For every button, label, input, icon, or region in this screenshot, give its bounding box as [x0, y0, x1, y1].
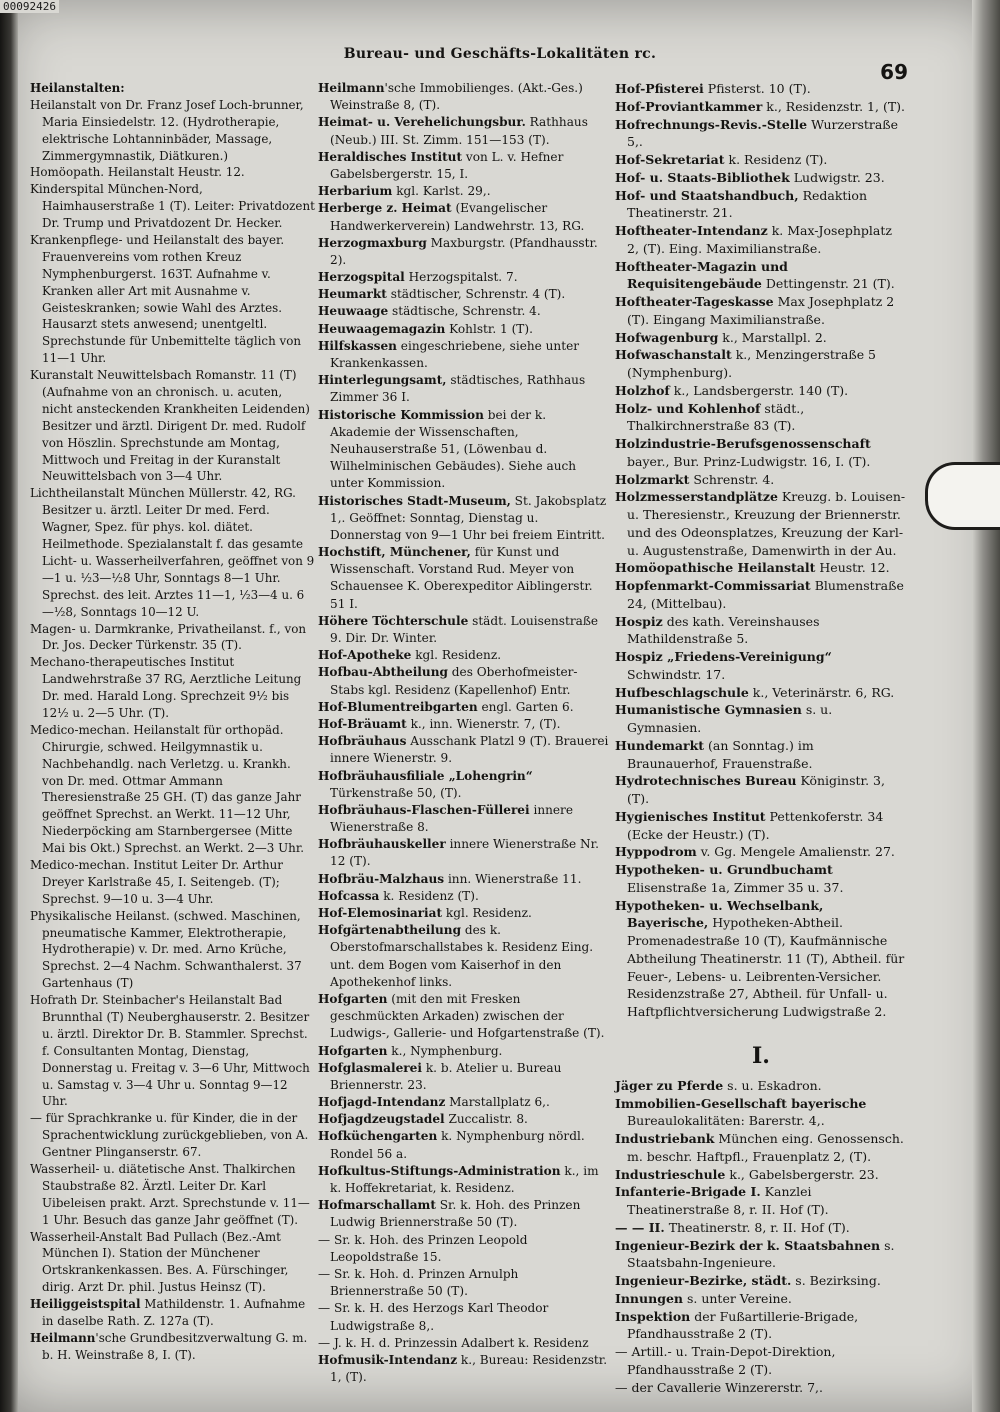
entry-text: k., Marstallpl. 2. [718, 329, 827, 345]
directory-entry [318, 80, 610, 114]
entry-headword: Heraldisches Institut [318, 149, 463, 164]
directory-entry [615, 1166, 907, 1184]
entry-text: k., Landsbergerstr. 140 (T). [669, 382, 849, 398]
entry-headword: Hoftheater-Tageskasse [615, 294, 774, 309]
entry-headword: Hofjagd-Intendanz [318, 1095, 446, 1110]
directory-entry [615, 169, 907, 187]
directory-entry [615, 1095, 907, 1131]
entry-text: — Sr. k. H. des Herzogs Karl Theodor Ludwigstraße 8,. [318, 1301, 549, 1333]
entry-text: Sr. k. Hoh. des Prinzen Ludwig Briennerstraße 50 (T). [330, 1198, 581, 1230]
entry-headword: Hospiz „Friedens-Vereinigung“ [615, 649, 832, 664]
entry-headword: Hof-Pfisterei [615, 81, 704, 96]
running-header: Bureau- und Geschäfts-Lokalitäten rc. [343, 46, 657, 62]
directory-entry [615, 382, 907, 400]
directory-entry [318, 716, 610, 733]
entry-headword: Innungen [615, 1290, 683, 1306]
directory-entry [615, 258, 907, 294]
directory-entry [318, 1060, 610, 1094]
entry-headword: Hofjagdzeugstadel [318, 1112, 445, 1127]
directory-entry [318, 183, 610, 200]
directory-entry [615, 1272, 907, 1290]
entry-text: Türkenstraße 50, (T). [330, 785, 462, 800]
directory-entry [615, 435, 907, 471]
entry-headword: Hofmarschallamt [318, 1198, 436, 1213]
entry-text: Pfisterst. 10 (T). [703, 81, 811, 96]
entry-text: des kath. Vereinshauses Mathildenstraße 5. [627, 613, 820, 647]
entry-text: 'sche Immobilienges. (Akt.-Ges.) Weinstraße 8, (T). [330, 81, 583, 113]
entry-headword: Heumarkt [318, 287, 387, 302]
directory-entry [318, 905, 610, 922]
entry-headword: Hoftheater-Intendanz [615, 223, 768, 238]
entry-text: Kinderspital München-Nord, Haimhauserstraße 1 (T). Leiter: Privatdozent Dr. Trump und Privatdozent Dr. Hecker. [30, 182, 315, 231]
entry-headword: Heimat- u. Verehelichungsbur. [318, 115, 526, 130]
entry-text: Rathhaus (Neub.) III. St. Zimm. 151—153 (T). [330, 115, 588, 147]
entry-text: k., Residenzstr. 1, (T). [762, 98, 906, 114]
directory-entry [615, 329, 907, 347]
directory-entry [30, 654, 315, 722]
entry-text: k., Bureau: Residenzstr. 1, (T). [330, 1352, 608, 1385]
entry-headword: Homöopathische Heilanstalt [615, 560, 816, 576]
entry-headword: Hofbräuhaus [318, 734, 407, 749]
directory-entry [615, 1308, 907, 1344]
directory-entry [318, 664, 610, 698]
directory-entry [30, 367, 315, 485]
entry-text: v. Gg. Mengele Amalienstr. 27. [696, 844, 895, 860]
directory-entry [318, 1266, 610, 1300]
directory-entry [318, 114, 610, 148]
directory-entry [615, 1183, 907, 1219]
entry-headword: Hydrotechnisches Bureau [615, 773, 797, 789]
entry-text: Mechano-therapeutisches Institut Landwehrstraße 37 RG, Aerztliche Leitung Dr. med. Harald Long. Sprechzeit 9½ bis 12½ u. 2—5 Uhr. (T). [30, 655, 302, 720]
entry-headword: Hospiz [615, 613, 663, 629]
entry-headword: Hof-Proviantkammer [615, 98, 763, 114]
entry-text: engl. Garten 6. [477, 699, 574, 714]
directory-entry [318, 269, 610, 286]
entry-text: s. u. Eskadron. [723, 1077, 822, 1093]
entry-headword: Hof-Apotheke [318, 648, 412, 663]
directory-entry [318, 235, 610, 269]
entry-headword: Hofküchengarten [318, 1129, 438, 1144]
entry-headword: Holzindustrie-Berufsgenossenschaft [615, 436, 871, 451]
directory-entry [30, 857, 315, 908]
directory-entry [615, 400, 907, 436]
entry-text: Hypotheken-Abtheil. Promenadestraße 10 (T), Kaufmännische Abtheilung Theatinerstr. 11 (T), Abtheil. für Feuer-, Lebens- u. Leibrenten-Versicher. Residenzstraße 27, Abtheil. für Unfall- u. Haftpflichtversicherung Ludwigstraße 2. [627, 915, 905, 1019]
entry-text: Schwindstr. 17. [627, 666, 726, 682]
entry-text: Schrenstr. 4. [689, 471, 775, 487]
scan-id: 00092426 [0, 0, 59, 13]
entry-headword: Hof- u. Staats-Bibliothek [615, 169, 790, 185]
directory-entry [318, 1111, 610, 1128]
entry-headword: Heuwaage [318, 304, 389, 319]
directory-entry [318, 733, 610, 767]
directory-entry [615, 897, 907, 1021]
entry-headword: Hofbräuhausfiliale „Lohengrin“ [318, 768, 533, 783]
entry-text: s. Staatsbahn-Ingenieure. [627, 1237, 895, 1271]
entry-headword: Humanistische Gymnasien [615, 702, 802, 718]
entry-text: (an Sonntag.) im Braunauerhof, Frauenstraße. [627, 737, 814, 771]
entry-text: Wurzerstraße 5,. [627, 116, 899, 150]
entry-headword: Industriebank [615, 1131, 715, 1146]
directory-entry [615, 559, 907, 577]
directory-entry [615, 861, 907, 897]
entry-text: Blumenstraße 24, (Mittelbau). [627, 578, 904, 611]
directory-entry [318, 200, 610, 234]
entry-text: Mathildenstr. 1. Aufnahme in daselbe Rath. Z. 127a (T). [42, 1297, 306, 1329]
directory-entry [615, 471, 907, 489]
entry-headword: Hofglasmalerei [318, 1060, 422, 1075]
entry-headword: Historisches Stadt-Museum, [318, 493, 511, 508]
entry-text: kgl. Karlst. 29,. [392, 184, 491, 199]
entry-headword: Hof- und Staatshandbuch, [615, 187, 799, 203]
entry-text: s. Bezirksing. [791, 1273, 881, 1288]
entry-text: der Fußartillerie-Brigade, Pfandhausstraße 2 (T). [627, 1308, 859, 1342]
entry-text: k. Nymphenburg nördl. Rondel 56 a. [330, 1129, 585, 1161]
entry-headword: Jäger zu Pferde [615, 1077, 724, 1093]
directory-entry [318, 1043, 610, 1060]
entry-text: (mit den mit Fresken geschmückten Arkaden) zwischen der Ludwigs-, Gallerie- und Hofgartenstraße (T). [330, 991, 605, 1041]
entry-headword: Holzmarkt [615, 471, 690, 487]
entry-headword: Hofcassa [318, 888, 380, 903]
directory-entry [615, 1290, 907, 1308]
entry-text: städt., Thalkirchnerstraße 83 (T). [627, 400, 805, 434]
entry-text: Kohlstr. 1 (T). [445, 321, 533, 336]
directory-entry [318, 149, 610, 183]
column-middle [318, 80, 610, 1386]
entry-headword: Industrieschule [615, 1166, 726, 1182]
entry-headword: Heilmann [30, 1330, 96, 1345]
entry-text: k., Gabelsbergerstr. 23. [725, 1166, 879, 1182]
directory-entry [318, 768, 610, 802]
directory-entry [318, 286, 610, 303]
entry-text: für Kunst und Wissenschaft. Vorstand Rud. Meyer von Schauensee K. Oberexpeditor Aiblingerstr. 51 I. [330, 545, 593, 611]
directory-entry [318, 888, 610, 905]
directory-entry [318, 991, 610, 1043]
entry-headword: Ingenieur-Bezirke, städt. [615, 1273, 792, 1288]
directory-entry [615, 613, 907, 649]
directory-entry [318, 922, 610, 991]
directory-entry [30, 1296, 315, 1330]
entry-headword: Heilmann [318, 81, 385, 95]
thumb-tab-clip [925, 462, 1000, 530]
entry-text: k. Residenz (T). [379, 888, 479, 903]
entry-headword: Herbarium [318, 184, 393, 199]
directory-entry [30, 992, 315, 1110]
entry-headword: Hofgarten [318, 1043, 388, 1058]
entry-text: Ausschank Platzl 9 (T). Brauerei innere Wienerstr. 9. [330, 734, 609, 766]
directory-entry [615, 1343, 907, 1379]
entry-text: Theatinerstr. 8, r. II. Hof (T). [664, 1219, 850, 1235]
directory-entry [615, 80, 907, 98]
entry-text: Marstallplatz 6,. [445, 1095, 550, 1110]
entry-headword: Hof-Bräuamt [318, 716, 407, 731]
entry-headword: Hypotheken- u. Wechselbank, Bayerische, [615, 897, 824, 931]
entry-text: Physikalische Heilanst. (schwed. Maschinen, pneumatische Kammer, Elektrotherapie, Hydrotherapie) v. Dr. med. Arno Krüche, Sprechst. 2—4 Nachm. Schwanthalerst. 37 Gartenhaus (T) [30, 908, 302, 991]
directory-entry [318, 321, 610, 338]
entry-text: Dettingenstr. 21 (T). [761, 276, 895, 292]
entry-text: eingeschriebene, siehe unter Krankenkassen. [330, 338, 580, 370]
column-right [615, 80, 907, 1396]
entry-text: innere Wienerstraße 8. [330, 802, 573, 835]
entry-text: St. Jakobsplatz 1,. Geöffnet: Sonntag, Dienstag u. Donnerstag von 9—1 Uhr bei freiem Eintritt. [330, 493, 607, 542]
entry-text: Wasserheil-Anstalt Bad Pullach (Bez.-Amt München I). Station der Münchener Ortskrankenkassen. Bes. A. Fürschinger, dirig. Arzt Dr. phil. Justus Heinsz (T). [30, 1229, 289, 1295]
directory-entry [615, 1219, 907, 1237]
entry-headword: Hofwagenburg [615, 329, 719, 345]
directory-entry [615, 1077, 907, 1095]
entry-text: — der Cavallerie Winzererstr. 7,. [615, 1379, 823, 1395]
page-edge [972, 0, 1000, 1412]
entry-text: k., Veterinärstr. 6, RG. [748, 684, 895, 700]
directory-entry [30, 485, 315, 620]
directory-entry [318, 493, 610, 545]
entry-text: Wasserheil- u. diätetische Anst. Thalkirchen Staubstraße 82. Ärztl. Leiter Dr. Karl Uibeleisen prakt. Arzt. Sprechstunde v. 11—1 Uhr. Besuch das ganze Jahr geöffnet (T). [30, 1162, 310, 1227]
directory-entry [615, 808, 907, 844]
directory-entry [30, 1110, 315, 1161]
directory-entry [30, 908, 315, 992]
entry-headword: Hundemarkt [615, 737, 705, 753]
entry-text: Homöopath. Heilanstalt Heustr. 12. [30, 165, 245, 180]
directory-entry [615, 98, 907, 116]
directory-entry [30, 722, 315, 857]
directory-entry [615, 116, 907, 152]
entry-text: Königinstr. 3, (T). [627, 773, 885, 806]
entry-text: Zuccalistr. 8. [444, 1112, 528, 1127]
directory-entry [615, 701, 907, 737]
directory-entry [615, 222, 907, 258]
entry-text: Bureaulokalitäten: Barerstr. 4,. [627, 1113, 825, 1129]
entry-text: inn. Wienerstraße 11. [444, 871, 582, 886]
entry-text: — Sr. k. Hoh. des Prinzen Leopold Leopoldstraße 15. [318, 1232, 528, 1264]
entry-text: Redaktion Theatinerstr. 21. [627, 187, 868, 221]
entry-text: k., inn. Wienerstr. 7, (T). [406, 716, 561, 731]
entry-text: städtisches, Rathhaus Zimmer 36 I. [330, 373, 586, 405]
entry-text: — für Sprachkranke u. für Kinder, die in der Sprachentwicklung zurückgeblieben, von A. Gentner Plinganserstr. 67. [30, 1111, 309, 1160]
book-gutter [0, 0, 18, 1412]
directory-entry [30, 181, 315, 232]
entry-headword: Hofbau-Abtheilung [318, 665, 448, 680]
directory-entry [615, 187, 907, 223]
entry-text: k., Menzingerstraße 5 (Nymphenburg). [627, 347, 877, 380]
entry-headword: Historische Kommission [318, 407, 484, 422]
entry-headword: Hinterlegungsamt, [318, 373, 447, 388]
entry-text: — J. k. H. d. Prinzessin Adalbert k. Residenz [318, 1335, 589, 1350]
entry-headword: Inspektion [615, 1308, 691, 1324]
directory-entry [318, 1335, 610, 1352]
directory-entry [318, 407, 610, 493]
entry-text: Max Josephplatz 2 (T). Eingang Maximilianstraße. [627, 294, 895, 327]
entry-text: (Evangelischer Handwerkerverein) Landwehrstr. 13, RG. [330, 201, 585, 233]
entry-text: s. unter Vereine. [682, 1290, 792, 1306]
entry-text: kgl. Residenz. [411, 648, 502, 663]
directory-entry [318, 613, 610, 647]
entry-text: bei der k. Akademie der Wissenschaften, Neuhauserstraße 51, (Löwenbau d. Wilhelminischen Gebäudes). Siehe auch unter Kommission. [330, 407, 577, 491]
category-heading: Heilanstalten: [30, 81, 125, 95]
entry-headword: Infanterie-Brigade I. [615, 1184, 761, 1200]
entry-headword: Hilfskassen [318, 338, 397, 353]
entry-text: k. b. Atelier u. Bureau Briennerstr. 23. [330, 1060, 562, 1092]
directory-entry [30, 232, 315, 367]
entry-text: Krankenpflege- und Heilanstalt des bayer. Frauenvereins vom rothen Kreuz Nymphenburgerst. 163T. Aufnahme v. Kranken aller Art mit Ausnahme v. Geisteskranken; sowie Wahl des Arztes. Hausarzt stets anwesend; unentgeltl. Sprechstunde für Unbemittelte täglich von 11—1 Uhr. [30, 233, 302, 366]
directory-entry [318, 647, 610, 664]
entry-headword: Hofrechnungs-Revis.-Stelle [615, 116, 808, 132]
entry-text: innere Wienerstraße Nr. 12 (T). [330, 837, 599, 869]
entry-text: München eing. Genossensch. m. beschr. Haftpfl., Frauenplatz 2, (T). [627, 1131, 904, 1164]
entry-text: städt. Louisenstraße 9. Dir. Dr. Winter. [330, 613, 599, 645]
entry-headword: Hypotheken- u. Grundbuchamt [615, 862, 833, 877]
entry-text: 'sche Grundbesitzverwaltung G. m. b. H. Weinstraße 8, I. (T). [42, 1330, 308, 1362]
entry-text: k., Nymphenburg. [387, 1043, 503, 1058]
directory-entry [615, 1237, 907, 1273]
entry-text: k. Residenz (T). [724, 152, 828, 167]
directory-entry [30, 1229, 315, 1297]
entry-headword: Immobilien-Gesellschaft bayerische [615, 1095, 867, 1111]
entry-headword: Herzogmaxburg [318, 235, 427, 250]
entry-text: — Artill.- u. Train-Depot-Direktion, Pfandhausstraße 2 (T). [615, 1344, 836, 1377]
entry-headword: Holzmesserstandplätze [615, 489, 778, 505]
entry-headword: Herberge z. Heimat [318, 201, 452, 216]
entry-text: Maxburgstr. (Pfandhausstr. 2). [330, 235, 598, 267]
entry-text: Ludwigstr. 23. [789, 169, 885, 185]
directory-entry [615, 737, 907, 773]
entry-text: städtischer, Schrenstr. 4 (T). [386, 287, 566, 302]
entry-headword: Hof-Elemosinariat [318, 906, 443, 920]
entry-headword: Hufbeschlagschule [615, 684, 749, 700]
entry-headword: Hof-Blumentreibgarten [318, 699, 478, 714]
entry-text: Medico-mechan. Institut Leiter Dr. Arthur Dreyer Karlstraße 45, I. Seitengeb. (T); Sprechst. 9—10 u. 3—4 Uhr. [30, 857, 283, 906]
page-number: 69 [880, 60, 908, 84]
directory-entry [615, 1379, 907, 1397]
directory-entry [318, 1094, 610, 1111]
entry-headword: Hofwaschanstalt [615, 347, 732, 363]
entry-headword: Hofkultus-Stiftungs-Administration [318, 1163, 561, 1178]
entry-headword: Ingenieur-Bezirk der k. Staatsbahnen [615, 1237, 881, 1253]
directory-entry [318, 871, 610, 888]
directory-entry [318, 1163, 610, 1197]
directory-entry [30, 621, 315, 655]
entry-text: Hofrath Dr. Steinbacher's Heilanstalt Bad Brunnthal (T) Neuberghauserstr. 2. Besitzer u. ärztl. Direktor Dr. B. Stammler. Sprechst. f. Consultanten Montag, Dienstag, Donnerstag u. Freitag v. 3—6 Uhr, Mittwoch u. Samstag v. 3—4 Uhr u. Sonntag 9—12 Uhr. [30, 993, 310, 1109]
directory-entry [615, 151, 907, 169]
entry-text: des k. Oberstofmarschallstabes k. Residenz Eing. unt. dem Bogen vom Kaiserhof in den Apothekenhof links. [330, 923, 594, 989]
entry-text: von L. v. Hefner Gabelsbergerstr. 15, I. [330, 149, 564, 181]
entry-text: Heilanstalt von Dr. Franz Josef Loch-brunner, Maria Einsiedelstr. 12. (Hydrotherapie, elektrische Lohtanninbäder, Massage, Zimmergymnastik, Diätkuren.) [30, 97, 304, 163]
entry-text: Magen- u. Darmkranke, Privatheilanst. f., von Dr. Jos. Decker Türkenstr. 35 (T). [30, 621, 307, 653]
directory-entry [615, 648, 907, 684]
column-left [30, 80, 315, 1364]
entry-text: Herzogspitalst. 7. [404, 270, 518, 285]
entry-headword: Hoftheater-Magazin und Requisitengebäude [615, 258, 788, 292]
entry-text: des Oberhofmeister-Stabs kgl. Residenz (Kapellenhof) Entr. [330, 665, 578, 697]
directory-entry [615, 346, 907, 382]
directory-entry [318, 802, 610, 836]
entry-headword: Hofgärtenabtheilung [318, 923, 462, 938]
entry-headword: Hofbräuhaus-Flaschen-Füllerei [318, 802, 530, 817]
entry-headword: Heuwaagemagazin [318, 321, 446, 336]
directory-entry [318, 1352, 610, 1386]
directory-entry [318, 1300, 610, 1334]
directory-entry [30, 1330, 315, 1364]
directory-entry [318, 544, 610, 613]
entry-headword: Hyppodrom [615, 844, 697, 860]
directory-entry [615, 772, 907, 808]
entry-headword: Höhere Töchterschule [318, 613, 469, 628]
entry-headword: Heiliggeistspital [30, 1297, 141, 1312]
entry-text: Kuranstalt Neuwittelsbach Romanstr. 11 (T) (Aufnahme von an chronisch. u. acuten, nicht ansteckenden Krankheiten Leidenden) Besitzer und ärztl. Dirigent Dr. med. Rudolf von Höszlin. Sprechstunde am Montag, Mittwoch und Freitag in der Kuranstalt Neuwittelsbach von 3—4 Uhr. [30, 368, 310, 484]
directory-entry [318, 1128, 610, 1162]
entry-text: bayer., Bur. Prinz-Ludwigstr. 16, I. (T). [627, 453, 871, 469]
entry-text: städtische, Schrenstr. 4. [388, 304, 541, 319]
directory-entry [30, 164, 315, 181]
entry-text: Heustr. 12. [815, 560, 890, 576]
entry-headword: Hof-Sekretariat [615, 152, 725, 167]
entry-headword: Hofbräu-Malzhaus [318, 871, 445, 886]
entry-headword: — — II. [615, 1219, 665, 1235]
entry-headword: Hopfenmarkt-Commissariat [615, 578, 811, 593]
directory-entry [30, 97, 315, 165]
directory-entry [30, 1161, 315, 1229]
entry-headword: Hofmusik-Intendanz [318, 1352, 458, 1367]
directory-entry [318, 338, 610, 372]
entry-headword: Hygienisches Institut [615, 808, 766, 824]
directory-entry [318, 1232, 610, 1266]
entry-text: Lichtheilanstalt München Müllerstr. 42, RG. Besitzer u. ärztl. Leiter Dr med. Ferd. Wagner, Spez. für phys. kol. diätet. Heilmethode. Spezialanstalt f. das gesamte Licht- u. Wasserheilverfahren, geöffnet von 9—1 u. ½3—½8 Uhr, Sonntags 8—1 Uhr. Sprechst. des leit. Arztes 11—1, ½3—4 u. 6—½8, Sonntags 10—12 U. [30, 486, 315, 619]
entry-text: Kreuzg. b. Louisen- u. Theresienstr., Kreuzung der Briennerstr. und des Odeonsplatzes, Kreuzung der Karl- u. Augustenstraße, Damenwirth in der Au. [627, 489, 906, 558]
directory-entry [615, 293, 907, 329]
entry-text: kgl. Residenz. [442, 906, 532, 920]
entry-text: k., im k. Hoffekretariat, k. Residenz. [330, 1163, 599, 1195]
entry-text: s. u. Gymnasien. [627, 702, 833, 735]
directory-entry [318, 836, 610, 870]
directory-entry [615, 1130, 907, 1166]
entry-text: Medico-mechan. Heilanstalt für orthopäd. Chirurgie, schwed. Heilgymnastik u. Nachbehandlg. nach Verletzg. u. Krankh. von Dr. med. Ottmar Ammann Theresienstraße 25 GH. (T) das ganze Jahr geöffnet Sprechst. an Werkt. 11—12 Uhr, Niederpöcking am Starnbergersee (Mitte Mai bis Okt.) Sprechst. an Werkt. 2—3 Uhr. [30, 722, 304, 856]
entry-headword: Hofgarten [318, 991, 388, 1006]
directory-entry [318, 372, 610, 406]
entry-headword: Herzogspital [318, 270, 405, 285]
directory-entry [318, 1197, 610, 1231]
directory-entry [318, 699, 610, 716]
directory-entry [615, 843, 907, 861]
directory-entry [615, 577, 907, 613]
entry-text: Kanzlei Theatinerstraße 8, r. II. Hof (T). [627, 1184, 829, 1217]
entry-text: k. Max-Josephplatz 2, (T). Eing. Maximilianstraße. [627, 223, 892, 256]
entry-headword: Holz- und Kohlenhof [615, 400, 761, 416]
directory-entry [615, 684, 907, 702]
entry-text: Pettenkoferstr. 34 (Ecke der Heustr.) (T). [627, 808, 884, 842]
entry-headword: Holzhof [615, 382, 670, 398]
entry-headword: Hofbräuhauskeller [318, 837, 446, 852]
entry-text: — Sr. k. Hoh. d. Prinzen Arnulph Briennerstraße 50 (T). [318, 1266, 519, 1299]
entry-headword: Hochstift, Münchener, [318, 545, 471, 560]
directory-entry [615, 488, 907, 559]
entry-text: Elisenstraße 1a, Zimmer 35 u. 37. [627, 879, 844, 895]
directory-entry [318, 303, 610, 320]
section-letter: I. [752, 1042, 770, 1069]
